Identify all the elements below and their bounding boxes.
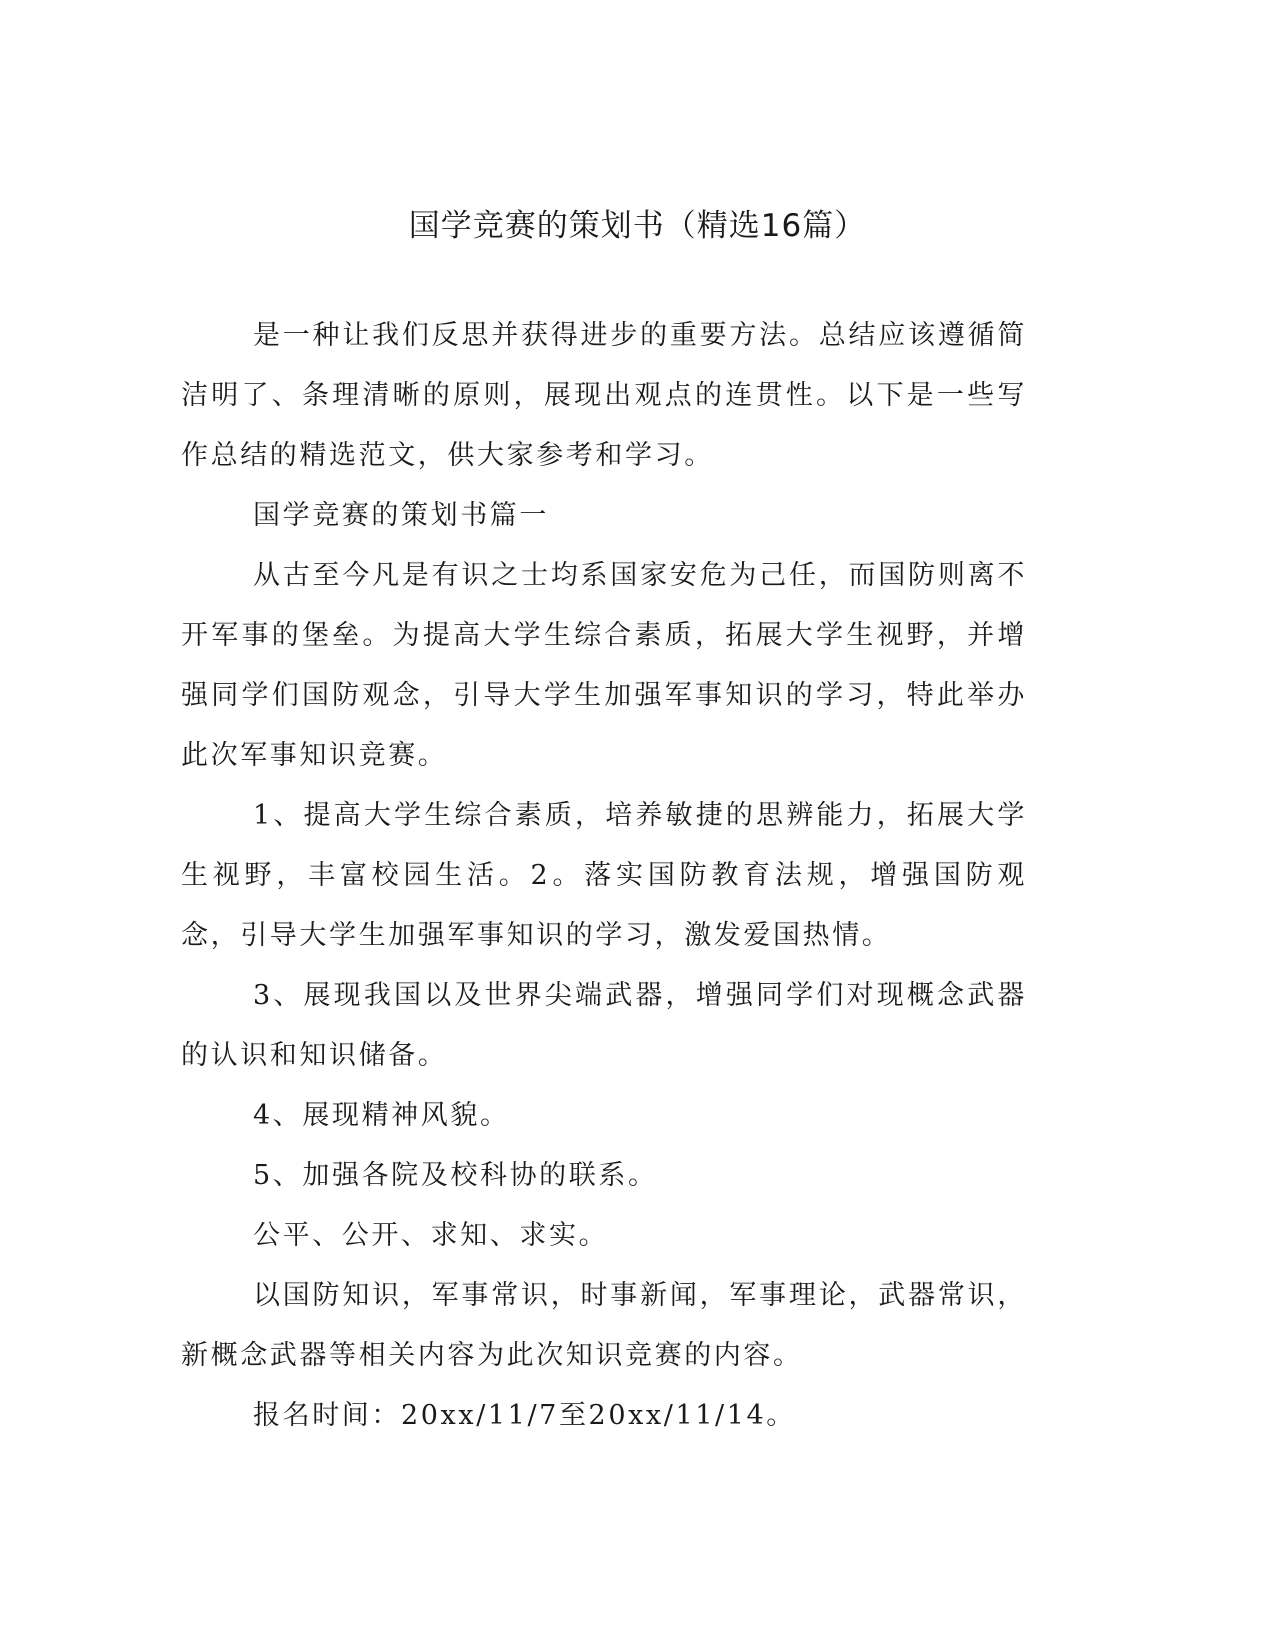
document-title: 国学竞赛的策划书（精选16篇） [408,208,867,244]
goal-item-3: 3、展现我国以及世界尖端武器，增强同学们对现概念武器的认识和知识储备。 [181,980,1027,1071]
document-body [181,306,1027,1446]
intro-paragraph: 是一种让我们反思并获得进步的重要方法。总结应该遵循简洁明了、条理清晰的原则，展现出观点的连贯性。以下是一些写作总结的精选范文，供大家参考和学习。 [181,320,1027,471]
goal-item-4: 4、展现精神风貌。 [253,1100,510,1131]
principle-paragraph: 公平、公开、求知、求实。 [253,1220,609,1251]
content-paragraph: 以国防知识，军事常识，时事新闻，军事理论，武器常识，新概念武器等相关内容为此次知识竞赛的内容。 [181,1280,1027,1371]
registration-time: 报名时间：20xx/11/7至20xx/11/14。 [253,1400,796,1431]
background-paragraph: 从古至今凡是有识之士均系国家安危为己任，而国防则离不开军事的堡垒。为提高大学生综合素质，拓展大学生视野，并增强同学们国防观念，引导大学生加强军事知识的学习，特此举办此次军事知识竞赛。 [181,560,1027,771]
section-heading: 国学竞赛的策划书篇一 [253,500,549,531]
goal-item-1-2: 1、提高大学生综合素质，培养敏捷的思辨能力，拓展大学生视野，丰富校园生活。2。落实国防教育法规，增强国防观念，引导大学生加强军事知识的学习，激发爱国热情。 [181,800,1027,951]
goal-item-5: 5、加强各院及校科协的联系。 [253,1160,658,1191]
